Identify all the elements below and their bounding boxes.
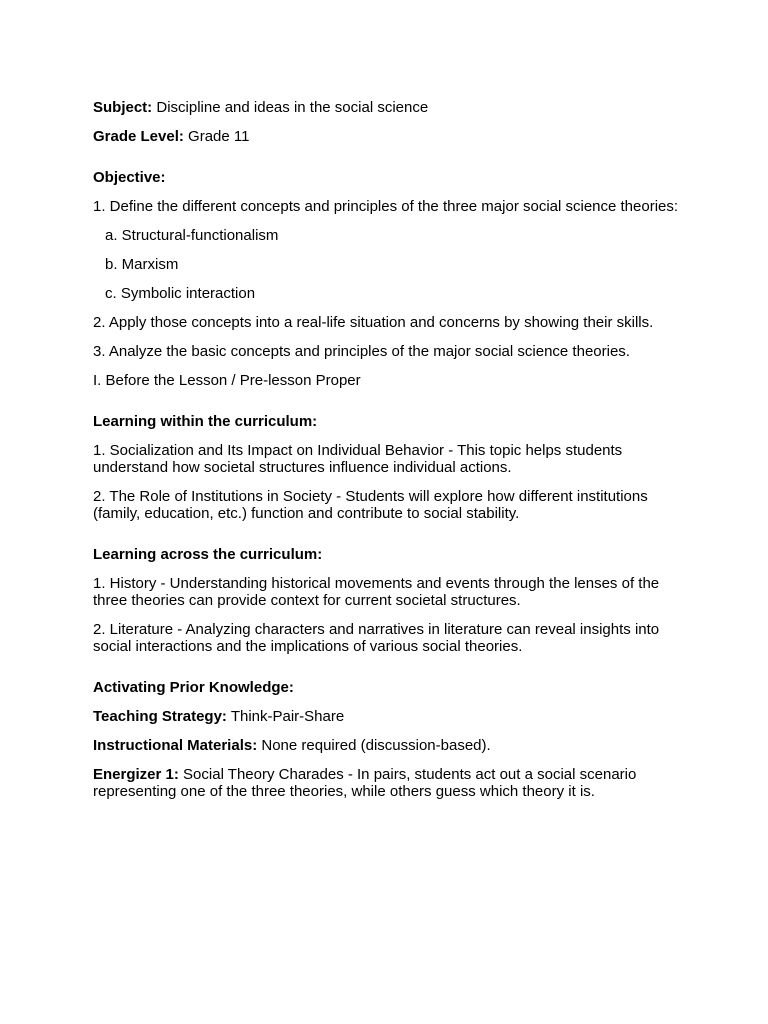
energizer-value: Social Theory Charades - In pairs, students act out a social scenario representing one of the three theories, while others guess which theory it is. xyxy=(93,766,637,800)
grade-level-value: Grade 11 xyxy=(188,128,250,145)
subject-value: Discipline and ideas in the social science xyxy=(156,99,429,116)
objective-item-1: 1. Define the different concepts and principles of the three major social science theories: xyxy=(93,198,679,215)
instructional-materials-line xyxy=(93,737,693,754)
objective-sub-item-b: b. Marxism xyxy=(105,256,179,273)
objective-heading: Objective: xyxy=(93,169,166,186)
teaching-strategy-value: Think-Pair-Share xyxy=(230,708,345,725)
learning-across-heading: Learning across the curriculum: xyxy=(93,546,323,563)
objective-sub-item-a: a. Structural-functionalism xyxy=(105,227,279,244)
activating-prior-knowledge-heading: Activating Prior Knowledge: xyxy=(93,679,294,696)
learning-across-item-1: 1. History - Understanding historical movements and events through the lenses of the three theories can provide context for current societal structures. xyxy=(93,575,660,609)
objective-item-3: 3. Analyze the basic concepts and principles of the major social science theories. xyxy=(93,343,630,360)
objective-item-2: 2. Apply those concepts into a real-life situation and concerns by showing their skills. xyxy=(93,314,654,331)
grade-level-line xyxy=(93,128,693,145)
subject-label: Subject: xyxy=(93,99,153,116)
energizer-line xyxy=(93,766,693,800)
energizer-label: Energizer 1: xyxy=(93,766,179,783)
learning-within-item-2: 2. The Role of Institutions in Society - Students will explore how different institutions (family, education, etc.) function and contribute to social stability. xyxy=(93,488,648,522)
learning-across-item-2: 2. Literature - Analyzing characters and narratives in literature can reveal insights into social interactions and the implications of various social theories. xyxy=(93,621,660,655)
instructional-materials-label: Instructional Materials: xyxy=(93,737,258,754)
teaching-strategy-label: Teaching Strategy: xyxy=(93,708,227,725)
learning-within-heading: Learning within the curriculum: xyxy=(93,413,318,430)
learning-within-item-1: 1. Socialization and Its Impact on Individual Behavior - This topic helps students understand how societal structures influence individual actions. xyxy=(93,442,623,476)
instructional-materials-value: None required (discussion-based). xyxy=(261,737,491,754)
teaching-strategy-line xyxy=(93,708,693,725)
grade-level-label: Grade Level: xyxy=(93,128,184,145)
lesson-plan-document xyxy=(93,99,693,812)
subject-line xyxy=(93,99,693,116)
objective-sub-item-c: c. Symbolic interaction xyxy=(105,285,256,302)
lesson-section-title: I. Before the Lesson / Pre-lesson Proper xyxy=(93,372,361,389)
